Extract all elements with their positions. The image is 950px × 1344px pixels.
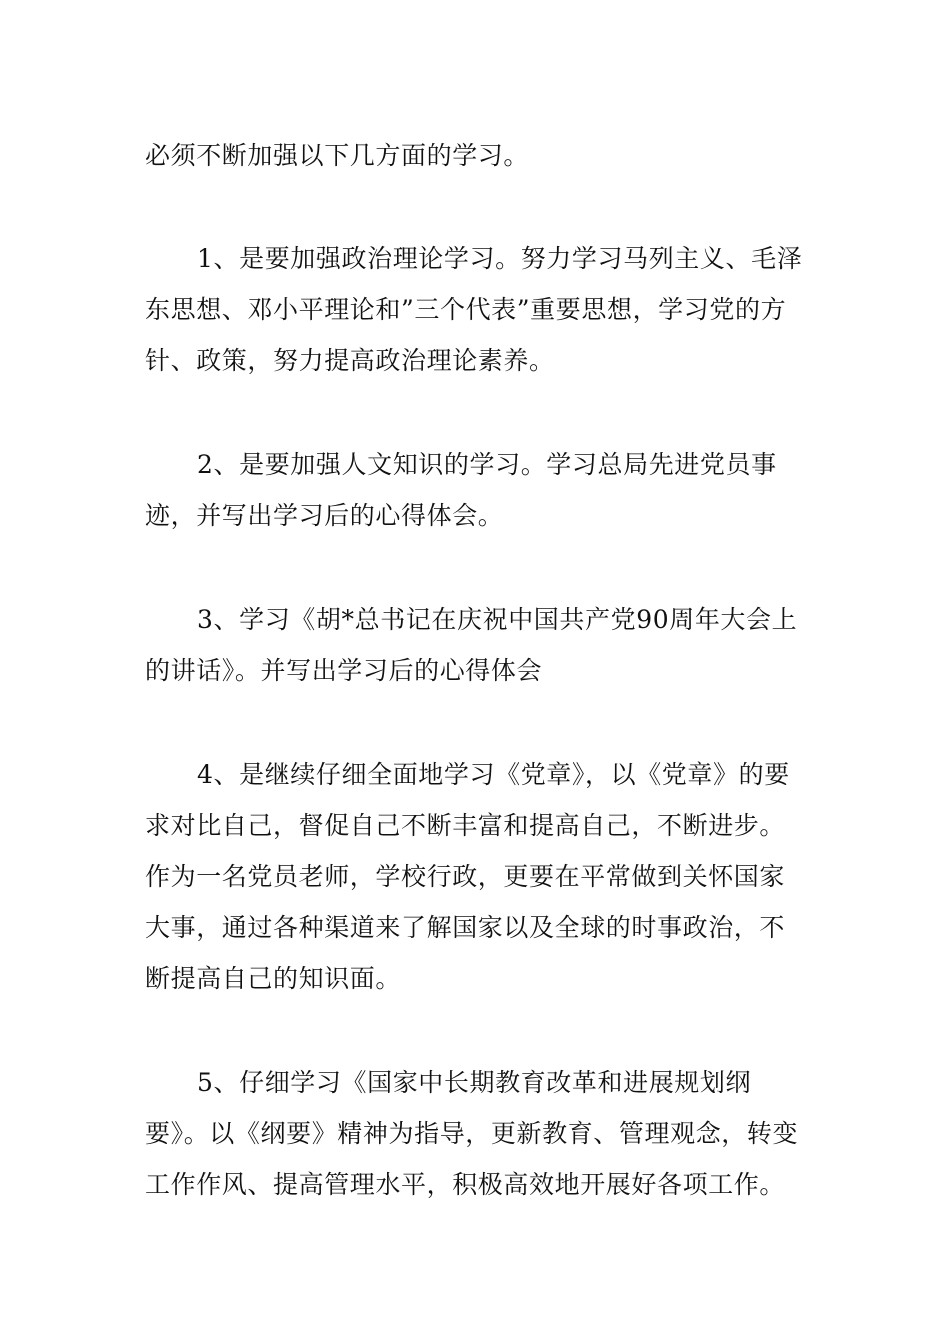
paragraph-item-2: 2、是要加强人文知识的学习。学习总局先进党员事迹，并写出学习后的心得体会。 bbox=[145, 450, 777, 530]
paragraph-item-3: 3、学习《胡*总书记在庆祝中国共产党90周年大会上的讲话》。并写出学习后的心得体会 bbox=[145, 605, 798, 685]
paragraph-item-1: 1、是要加强政治理论学习。努力学习马列主义、毛泽东思想、邓小平理论和”三个代表”重要思想，学习党的方针、政策，努力提高政治理论素养。 bbox=[145, 244, 803, 375]
paragraph-item-4: 4、是继续仔细全面地学习《党章》，以《党章》的要求对比自己，督促自己不断丰富和提高自己，不断进步。作为一名党员老师，学校行政，更要在平常做到关怀国家大事，通过各种渠道来了解国家以及全球的时事政治，不断提高自己的知识面。 bbox=[145, 760, 790, 993]
paragraph-item-5: 5、仔细学习《国家中长期教育改革和进展规划纲要》。以《纲要》精神为指导，更新教育、管理观念，转变工作作风、提高管理水平，积极高效地开展好各项工作。 bbox=[145, 1068, 799, 1199]
document-body bbox=[145, 130, 810, 1263]
paragraph-intro: 必须不断加强以下几方面的学习。 bbox=[145, 141, 530, 170]
